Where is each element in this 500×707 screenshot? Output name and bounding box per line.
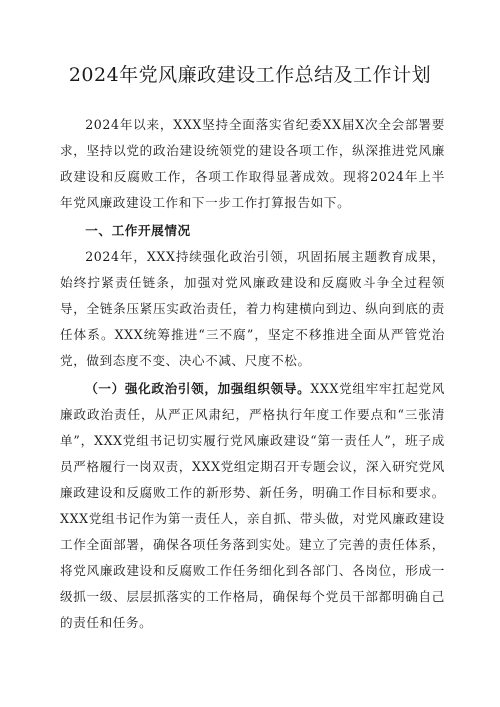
subsection-heading: （一）强化政治引领，加强组织领导。 bbox=[85, 381, 311, 396]
document-body bbox=[60, 112, 445, 636]
subsection-paragraph bbox=[60, 376, 445, 636]
section-heading: 一、工作开展情况 bbox=[85, 223, 191, 238]
subsection-body: XXX党组牢牢扛起党风廉政政治责任，从严正风肃纪，严格执行年度工作要点和“三张清单”，XXX党组书记切实履行党风廉政建设“第一责任人”，班子成员严格履行一岗双责，XXX党组定期召开专题会议，深入研究党风廉政建设和反腐败工作的新形势、新任务，明确工作目标和要求。XXX党组书记作为第一责任人，亲自抓、带头做，对党风廉政建设工作全面部署，确保各项任务落到实处。建立了完善的责任体系，将党风廉政建设和反腐败工作任务细化到各部门、各岗位，形成一级抓一级、层层抓落实的工作格局，确保每个党员干部都明确自己的责任和任务。 bbox=[60, 381, 445, 630]
intro-paragraph: 2024年以来，XXX坚持全面落实省纪委XX届X次全会部署要求，坚持以党的政治建设统领党的建设各项工作，纵深推进党风廉政建设和反腐败工作，各项工作取得显著成效。现将2024年上半年党风廉政建设工作和下一步工作打算报告如下。 bbox=[60, 117, 445, 210]
section-paragraph: 2024年，XXX持续强化政治引领，巩固拓展主题教育成果，始终拧紧责任链条，加强对党风廉政建设和反腐败斗争全过程领导，全链条压紧压实政治责任，着力构建横向到边、纵向到底的责任体系。XXX统筹推进“三不腐”，坚定不移推进全面从严管党治党，做到态度不变、决心不减、尺度不松。 bbox=[60, 249, 445, 368]
document-title: 2024年党风廉政建设工作总结及工作计划 bbox=[68, 64, 432, 86]
